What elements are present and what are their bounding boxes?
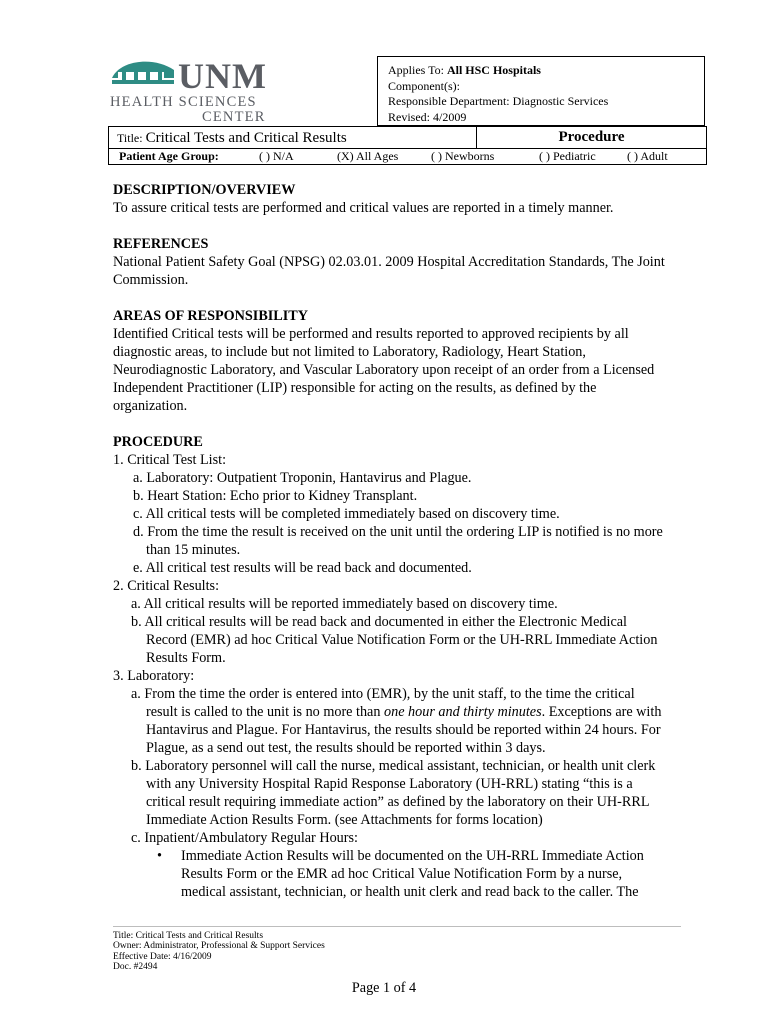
list-item-cont: Results Form. bbox=[146, 650, 226, 666]
areas-line: Identified Critical tests will be performed and results reported to approved recipients by all bbox=[113, 326, 629, 342]
overview-heading: DESCRIPTION/OVERVIEW bbox=[113, 182, 296, 198]
bullet-line: Results Form or the EMR ad hoc Critical Value Notification Form by a nurse, bbox=[181, 866, 623, 882]
list-item-cont: Hantavirus and Plague. For Hantavirus, the results should be reported within 24 hours. For bbox=[146, 722, 661, 738]
list-item-cont bbox=[146, 703, 713, 721]
footer-owner: Owner: Administrator, Professional & Support Services bbox=[113, 941, 325, 952]
age-option-pediatric: ( ) Pediatric bbox=[539, 149, 596, 163]
document-title: Critical Tests and Critical Results bbox=[145, 130, 347, 146]
applies-to-label: Applies To: bbox=[388, 63, 447, 77]
age-option-all-ages: (X) All Ages bbox=[337, 149, 399, 163]
list-item-cont: with any University Hospital Rapid Response Laboratory (UH-RRL) stating “this is a bbox=[146, 776, 633, 792]
logo-unm-text: UNM bbox=[178, 56, 267, 96]
areas-line: diagnostic areas, to include but not limited to Laboratory, Radiology, Heart Station, bbox=[113, 344, 586, 360]
references-line: National Patient Safety Goal (NPSG) 02.03.01. 2009 Hospital Accreditation Standards, The Joint bbox=[113, 254, 665, 270]
list-item: 1. Critical Test List: bbox=[113, 452, 227, 468]
references-line: Commission. bbox=[113, 272, 189, 288]
applies-to-line bbox=[388, 63, 704, 79]
emphasis-text: one hour and thirty minutes bbox=[384, 704, 542, 720]
age-option-adult: ( ) Adult bbox=[627, 149, 668, 163]
overview-text: To assure critical tests are performed and critical values are reported in a timely manner. bbox=[113, 200, 614, 216]
list-item-cont: Record (EMR) ad hoc Critical Value Notification Form or the UH-RRL Immediate Action bbox=[146, 632, 658, 648]
bullet-line: Immediate Action Results will be documented on the UH-RRL Immediate Action bbox=[181, 848, 644, 864]
list-item: c. Inpatient/Ambulatory Regular Hours: bbox=[131, 830, 358, 846]
list-item: d. From the time the result is received on the unit until the ordering LIP is notified is no more bbox=[133, 524, 663, 540]
bullet-line: medical assistant, technician, or health unit clerk and read back to the caller. The bbox=[181, 884, 639, 900]
footer-title: Title: Critical Tests and Critical Results bbox=[113, 931, 264, 941]
logo-health-sciences-text: HEALTH SCIENCES bbox=[110, 94, 257, 110]
footer bbox=[113, 931, 325, 973]
revised-line: Revised: 4/2009 bbox=[388, 109, 467, 124]
list-item: c. All critical tests will be completed immediately based on discovery time. bbox=[133, 506, 560, 522]
list-item: a. From the time the order is entered into (EMR), by the unit staff, to the time the critical bbox=[131, 686, 635, 702]
list-item: e. All critical test results will be read back and documented. bbox=[133, 560, 472, 576]
unm-hsc-logo bbox=[108, 56, 298, 126]
bullet-icon: • bbox=[157, 848, 162, 864]
text-run: result is called to the unit is no more than bbox=[146, 704, 384, 720]
list-item: b. All critical results will be read back and documented in either the Electronic Medical bbox=[131, 614, 627, 630]
footer-effective-date: Effective Date: 4/16/2009 bbox=[113, 951, 212, 962]
list-item: b. Laboratory personnel will call the nurse, medical assistant, technician, or health unit clerk bbox=[131, 758, 656, 774]
title-prefix: Title: bbox=[117, 131, 146, 145]
age-group-label: Patient Age Group: bbox=[119, 149, 219, 163]
references-heading: REFERENCES bbox=[113, 236, 209, 252]
procedure-heading: PROCEDURE bbox=[113, 434, 203, 450]
department-line: Responsible Department: Diagnostic Services bbox=[388, 94, 609, 108]
footer-divider bbox=[113, 926, 681, 927]
list-item: a. All critical results will be reported immediately based on discovery time. bbox=[131, 596, 558, 612]
list-item-cont: Plague, as a send out test, the results should be reported within 3 days. bbox=[146, 740, 546, 756]
patient-age-group-row bbox=[108, 149, 707, 165]
age-option-na: ( ) N/A bbox=[259, 149, 294, 163]
list-item-cont: critical result requiring immediate action” as defined by the laboratory on their UH-RRL bbox=[146, 794, 650, 810]
bullet-item bbox=[157, 847, 713, 901]
areas-heading: AREAS OF RESPONSIBILITY bbox=[113, 308, 308, 324]
footer-doc-number: Doc. #2494 bbox=[113, 962, 158, 973]
text-run: . Exceptions are with bbox=[541, 704, 662, 720]
list-item: a. Laboratory: Outpatient Troponin, Hantavirus and Plague. bbox=[133, 470, 472, 486]
components-line: Component(s): bbox=[388, 78, 460, 93]
areas-line: organization. bbox=[113, 398, 188, 414]
list-item-cont: Immediate Action Results Form. (see Attachments for forms location) bbox=[146, 812, 543, 828]
list-item-cont: than 15 minutes. bbox=[146, 542, 241, 558]
age-option-newborns: ( ) Newborns bbox=[431, 149, 495, 163]
list-item: b. Heart Station: Echo prior to Kidney Transplant. bbox=[133, 488, 418, 504]
document-body bbox=[113, 181, 713, 901]
list-item: 3. Laboratory: bbox=[113, 668, 195, 684]
title-cell bbox=[109, 127, 477, 148]
areas-line: Neurodiagnostic Laboratory, and Vascular Laboratory upon receipt of an order from a Licensed bbox=[113, 362, 655, 378]
document-type: Procedure bbox=[558, 129, 625, 145]
logo-center-text: CENTER bbox=[202, 109, 266, 125]
title-row bbox=[108, 126, 707, 149]
building-icon bbox=[108, 56, 178, 96]
list-item: 2. Critical Results: bbox=[113, 578, 220, 594]
applies-to-value: All HSC Hospitals bbox=[446, 63, 541, 77]
page-number: Page 1 of 4 bbox=[351, 980, 417, 996]
applies-to-box bbox=[377, 56, 705, 126]
areas-line: Independent Practitioner (LIP) responsible for acting on the results, as defined by the bbox=[113, 380, 597, 396]
